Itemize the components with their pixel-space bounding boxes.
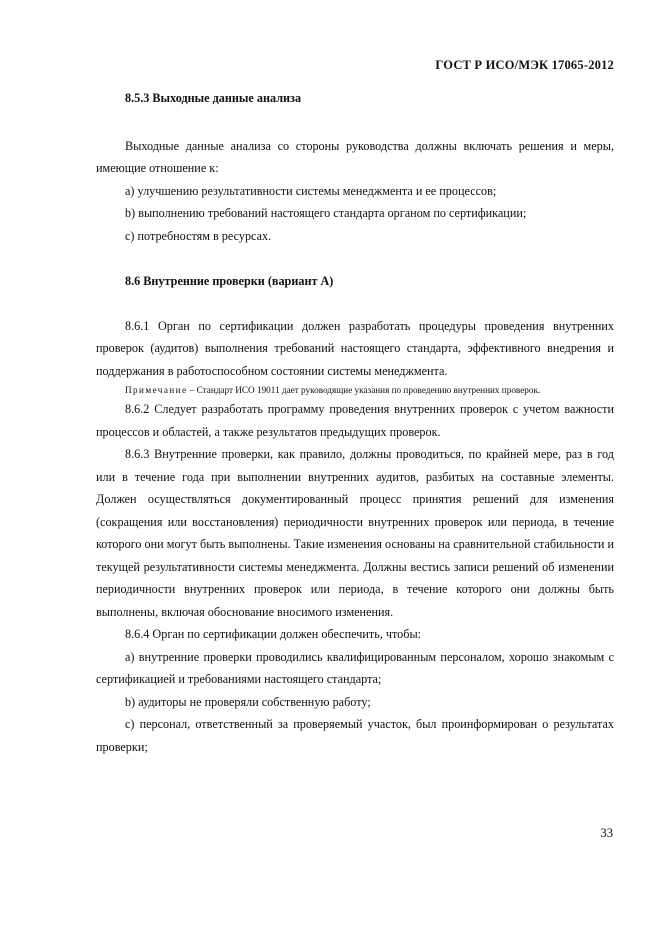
page-number: 33 xyxy=(600,826,613,840)
list-item-8-6-4-a: a) внутренние проверки проводились квалифицированным персоналом, хорошо знакомым с сертификацией и требованиями настоящего стандарта; xyxy=(96,649,614,686)
paragraph-8-6-1: 8.6.1 Орган по сертификации должен разработать процедуры проведения внутренних проверок (аудитов) выполнения требований настоящего стандарта, эффективного внедрения и поддержания в работоспособном состоянии системы менеджмента. xyxy=(96,318,614,378)
paragraph-8-6-3: 8.6.3 Внутренние проверки, как правило, должны проводиться, по крайней мере, раз в год или в течение года при выполнении внутренних аудитов, разбитых на составные элементы. Должен осуществляться документированный процесс принятия решений для изменения (сокращения или восстановления) периодичности внутренних проверок или периода, в течение которого они могут быть выполнены. Такие изменения основаны на сравнительной стабильности и текущей результативности системы менеджмента. Должны вестись записи решений об изменении периодичности внутренних проверок или периода, в течение которого они должны быть выполнены, включая обоснование вносимого изменения. xyxy=(96,447,614,619)
list-item-8-5-3-b: b) выполнению требований настоящего стандарта органом по сертификации; xyxy=(125,206,527,220)
standard-header: ГОСТ Р ИСО/МЭК 17065-2012 xyxy=(435,58,614,72)
paragraph-8-6-4: 8.6.4 Орган по сертификации должен обеспечить, чтобы: xyxy=(125,627,422,641)
paragraph-8-5-3-intro: Выходные данные анализа со стороны руководства должны включать решения и меры, имеющие отношение к: xyxy=(96,138,614,175)
list-item-8-6-4-b: b) аудиторы не проверяли собственную работу; xyxy=(125,694,371,709)
heading-8-6: 8.6 Внутренние проверки (вариант А) xyxy=(125,273,334,288)
note-label: Примечание xyxy=(125,385,188,395)
page-body xyxy=(96,87,614,758)
note-text: – Стандарт ИСО 19011 дает руководящие указания по проведению внутренних проверок. xyxy=(187,385,541,395)
paragraph-8-6-2: 8.6.2 Следует разработать программу проведения внутренних проверок с учетом важности процессов и областей, а также результатов предыдущих проверок. xyxy=(96,402,614,439)
list-item-8-6-4-c: c) персонал, ответственный за проверяемый участок, был проинформирован о результатах проверки; xyxy=(96,717,614,754)
heading-8-5-3: 8.5.3 Выходные данные анализа xyxy=(125,91,302,105)
note xyxy=(96,382,614,398)
list-item-8-5-3-a: a) улучшению результативности системы менеджмента и ее процессов; xyxy=(125,183,497,198)
list-item-8-5-3-c: c) потребностям в ресурсах. xyxy=(125,228,272,243)
